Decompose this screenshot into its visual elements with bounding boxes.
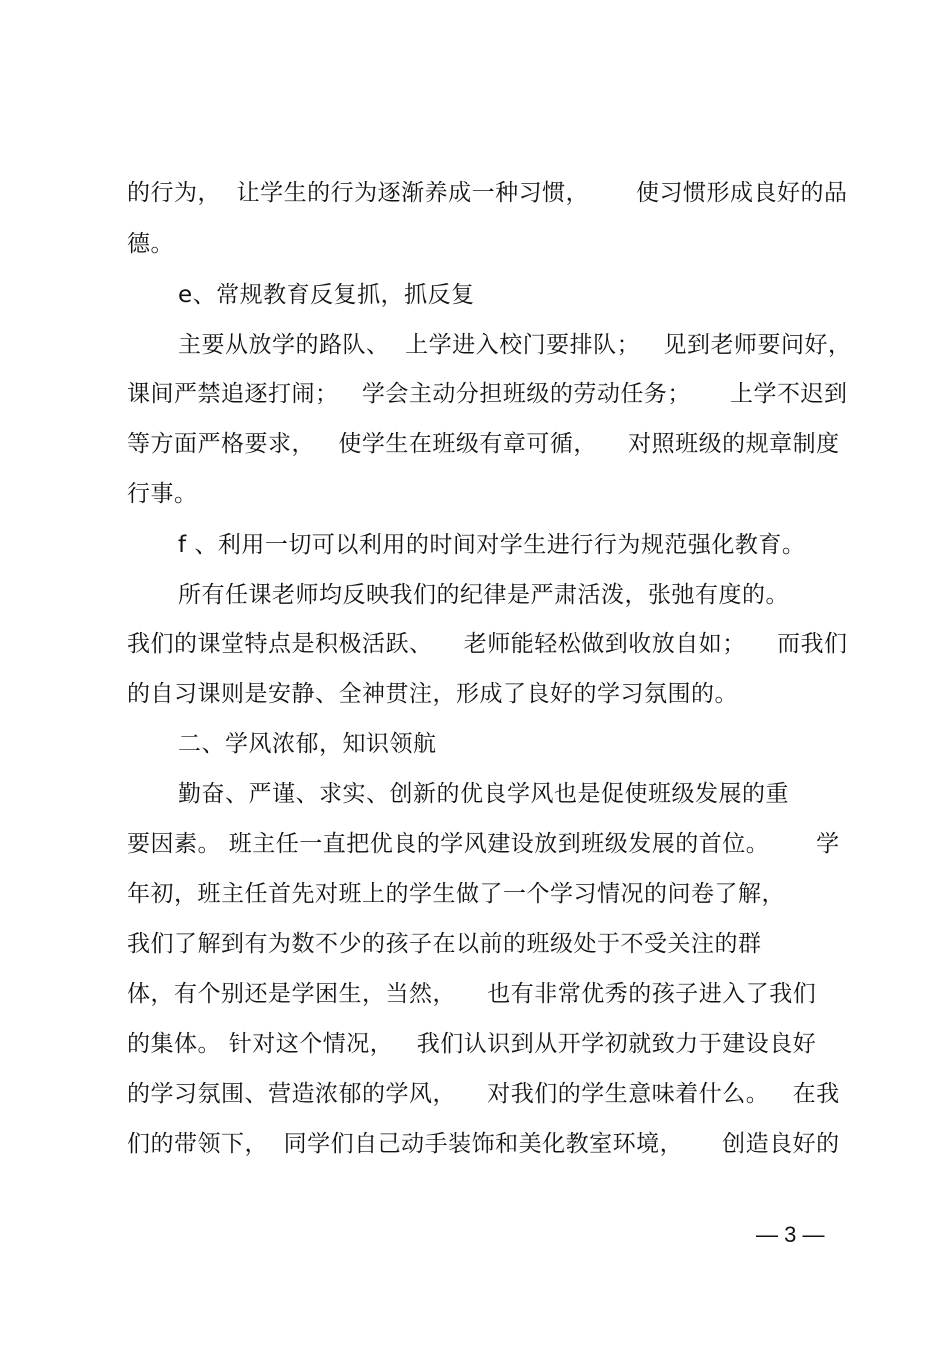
text-line: 所有任课老师均反映我们的纪律是严肃活泼，张弛有度的。 bbox=[178, 582, 789, 608]
section-heading: e、常规教育反复抓，抓反复 bbox=[178, 282, 475, 308]
text-line: 的行为， 让学生的行为逐渐养成一种习惯， 使习惯形成良好的品 bbox=[127, 180, 848, 206]
text-line: 勤奋、严谨、求实、创新的优良学风也是促使班级发展的重 bbox=[178, 781, 789, 807]
text-line: 等方面严格要求， 使学生在班级有章可循， 对照班级的规章制度 bbox=[127, 431, 840, 457]
text-line: 我们的课堂特点是积极活跃、 老师能轻松做到收放自如； 而我们 bbox=[127, 631, 848, 657]
page-number: — 3 — bbox=[756, 1222, 825, 1247]
text-line: 我们了解到有为数不少的孩子在以前的班级处于不受关注的群 bbox=[127, 931, 762, 957]
text-line: 课间严禁追逐打闹； 学会主动分担班级的劳动任务； 上学不迟到 bbox=[127, 381, 848, 407]
text-line: 的集体。 针对这个情况， 我们认识到从开学初就致力于建设良好 bbox=[127, 1031, 817, 1057]
text-line: 们的带领下， 同学们自己动手装饰和美化教室环境， 创造良好的 bbox=[127, 1131, 840, 1157]
text-line: 要因素。 班主任一直把优良的学风建设放到班级发展的首位。 学 bbox=[127, 831, 840, 857]
text-line: 体，有个别还是学困生，当然， 也有非常优秀的孩子进入了我们 bbox=[127, 981, 817, 1007]
section-heading: f 、利用一切可以利用的时间对学生进行行为规范强化教育。 bbox=[178, 532, 806, 558]
text-line: 的自习课则是安静、全神贯注，形成了良好的学习氛围的。 bbox=[127, 681, 738, 707]
text-line: 年初，班主任首先对班上的学生做了一个学习情况的问卷了解， bbox=[127, 881, 785, 907]
text-line: 主要从放学的路队、 上学进入校门要排队； 见到老师要问好， bbox=[178, 332, 852, 358]
section-heading: 二、学风浓郁，知识领航 bbox=[178, 731, 437, 757]
text-line: 德。 bbox=[127, 231, 174, 257]
text-line: 的学习氛围、营造浓郁的学风， 对我们的学生意味着什么。 在我 bbox=[127, 1081, 840, 1107]
text-line: 行事。 bbox=[127, 481, 198, 507]
